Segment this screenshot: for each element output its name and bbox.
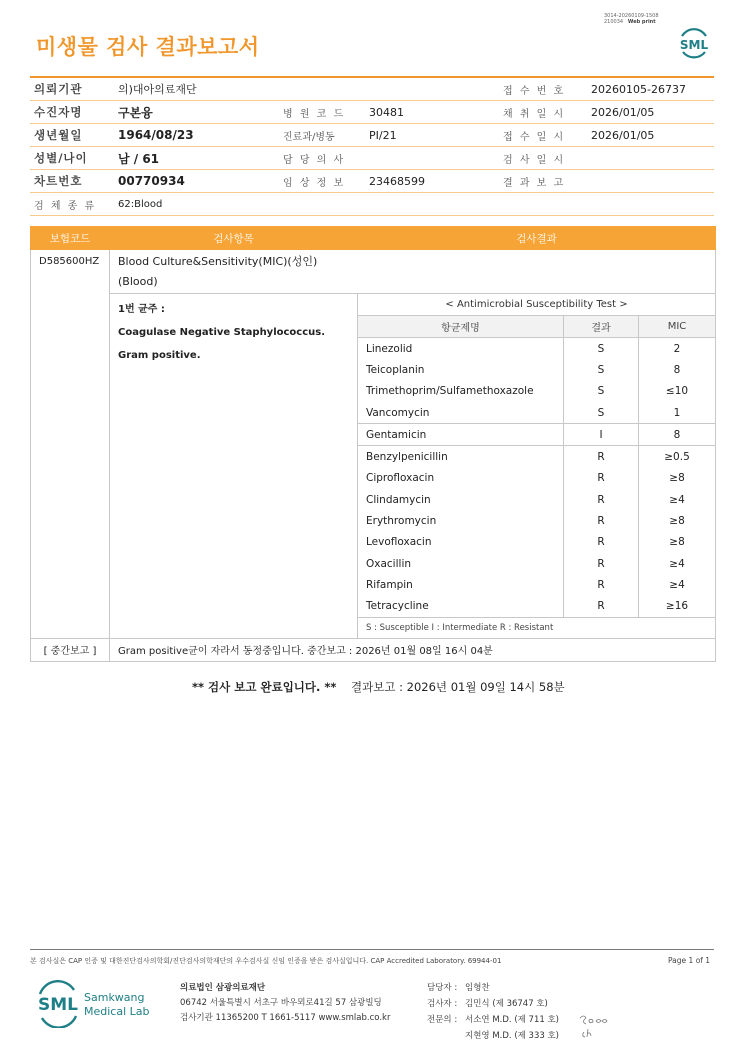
- drug-name: Trimethoprim/Sulfamethoxazole: [358, 381, 564, 402]
- info-row: [30, 193, 714, 216]
- label-sex-age: 성별/나이: [30, 147, 110, 170]
- ref-line-2: 210034: [604, 19, 624, 25]
- sml-logo-icon: [676, 24, 712, 60]
- label-clinical-info: 임 상 정 보: [279, 170, 361, 193]
- value-receipt-number: 20260105-26737: [583, 77, 714, 101]
- drug-name: Tetracycline: [358, 596, 564, 618]
- value-chart-number: 00770934: [110, 170, 279, 193]
- drug-name: Erythromycin: [358, 510, 564, 531]
- drug-mic: ≥0.5: [639, 446, 716, 468]
- drug-mic: ≥8: [639, 510, 716, 531]
- label-collection-date: 채 취 일 시: [499, 101, 583, 124]
- reference-code: [604, 13, 659, 25]
- org-contact: 검사기관 11365200 T 1661-5117 www.smlab.co.kr: [180, 1013, 391, 1023]
- value-sex-age: 남 / 61: [110, 147, 279, 170]
- staff-name: 김민식 (제 36747 호): [465, 999, 548, 1009]
- drug-name: Rifampin: [358, 574, 564, 595]
- drug-result: S: [564, 402, 639, 424]
- drug-mic: 8: [639, 359, 716, 380]
- drug-result: R: [564, 446, 639, 468]
- drug-name: Clindamycin: [358, 489, 564, 510]
- value-receipt-date: 2026/01/05: [583, 124, 714, 147]
- drug-mic: ≥8: [639, 532, 716, 553]
- col-mic: MIC: [639, 316, 716, 338]
- drug-name: Gentamicin: [358, 424, 564, 446]
- value-test-date: [583, 147, 714, 170]
- drug-name: Vancomycin: [358, 402, 564, 424]
- drug-name: Levofloxacin: [358, 532, 564, 553]
- staff-name: 서소연 M.D. (제 711 호): [465, 1015, 560, 1025]
- interim-label: [ 중간보고 ]: [31, 638, 110, 661]
- label-receipt-number: 접 수 번 호: [499, 77, 583, 101]
- info-row: [30, 124, 714, 147]
- value-clinical-info: 23468599: [361, 170, 499, 193]
- drug-result: R: [564, 510, 639, 531]
- staff-name: 임형찬: [465, 983, 490, 993]
- label-hospital-code: 병 원 코 드: [279, 101, 361, 124]
- report-title: 미생물 검사 결과보고서: [36, 35, 260, 59]
- drug-result: R: [564, 553, 639, 574]
- logo-text: SML: [679, 38, 709, 52]
- org-name: 의료법인 삼광의료재단: [180, 983, 266, 993]
- value-collection-date: 2026/01/05: [583, 101, 714, 124]
- signature-icon: [576, 1010, 616, 1040]
- staff-role: 검사자 :: [427, 999, 458, 1009]
- accreditation-note: 본 검사실은 CAP 인증 및 대한진단검사의학회/진단검사의학재단의 우수검사실 신임 인증을 받은 검사실입니다. CAP Accredited Laboratory. 69944-01: [30, 957, 502, 965]
- drug-name: Teicoplanin: [358, 359, 564, 380]
- insurance-code: D585600HZ: [31, 250, 110, 639]
- footer-divider: [30, 949, 714, 950]
- drug-name: Benzylpenicillin: [358, 446, 564, 468]
- label-requesting-org: 의뢰기관: [30, 77, 110, 101]
- drug-result: R: [564, 574, 639, 595]
- drug-result: R: [564, 489, 639, 510]
- drug-mic: ≤10: [639, 381, 716, 402]
- test-specimen: (Blood): [118, 274, 158, 288]
- gram-stain: Gram positive.: [118, 350, 201, 361]
- drug-mic: ≥16: [639, 596, 716, 618]
- info-row: [30, 101, 714, 124]
- organism-cell: [110, 294, 358, 639]
- drug-mic: ≥4: [639, 489, 716, 510]
- test-name: Blood Culture&Sensitivity(MIC)(성인): [118, 254, 318, 268]
- staff-role: 담당자 :: [427, 983, 458, 993]
- staff-list: [427, 980, 559, 1044]
- header-test-result: 검사결과: [358, 227, 716, 250]
- header-test-item: 검사항목: [110, 227, 358, 250]
- drug-name: Oxacillin: [358, 553, 564, 574]
- label-patient-name: 수진자명: [30, 101, 110, 124]
- value-requesting-org: 의)대아의료재단: [110, 77, 279, 101]
- drug-result: R: [564, 596, 639, 618]
- drug-result: S: [564, 338, 639, 360]
- drug-mic: 8: [639, 424, 716, 446]
- drug-mic: ≥4: [639, 553, 716, 574]
- final-status-text: ** 검사 보고 완료입니다. **: [192, 680, 337, 694]
- value-result-report: [583, 170, 714, 193]
- result-legend: S : Susceptible I : Intermediate R : Resistant: [358, 617, 716, 638]
- page-number: Page 1 of 1: [668, 956, 711, 965]
- value-department-ward: PI/21: [361, 124, 499, 147]
- drug-mic: 1: [639, 402, 716, 424]
- web-print-label: Web print: [627, 19, 656, 25]
- drug-mic: ≥4: [639, 574, 716, 595]
- ref-line-1: 3014-20260109-1508: [604, 13, 659, 19]
- info-row: [30, 170, 714, 193]
- value-patient-name: 구본융: [110, 101, 279, 124]
- value-hospital-code: 30481: [361, 101, 499, 124]
- drug-mic: 2: [639, 338, 716, 360]
- brand-line-1: Samkwang: [84, 991, 145, 1004]
- label-receipt-date: 접 수 일 시: [499, 124, 583, 147]
- final-status: [192, 679, 565, 695]
- drug-mic: ≥8: [639, 468, 716, 489]
- value-specimen-type: 62:Blood: [110, 193, 279, 216]
- header-insurance-code: 보험코드: [31, 227, 110, 250]
- organism-label: 1번 균주 :: [118, 304, 165, 315]
- value-physician: [361, 147, 499, 170]
- label-test-date: 검 사 일 시: [499, 147, 583, 170]
- info-row: [30, 147, 714, 170]
- organization-info: [180, 981, 390, 1026]
- drug-result: R: [564, 532, 639, 553]
- staff-role: 전문의 :: [427, 1015, 458, 1025]
- drug-result: S: [564, 359, 639, 380]
- organism-name: Coagulase Negative Staphylococcus.: [118, 327, 326, 338]
- staff-name: 지현영 M.D. (제 333 호): [465, 1031, 560, 1041]
- drug-result: I: [564, 424, 639, 446]
- patient-info-table: [30, 76, 714, 216]
- interim-text: Gram positive균이 자라서 동정중입니다. 중간보고 : 2026년 01월 08일 16시 04분: [110, 638, 716, 661]
- interim-report-row: [31, 638, 716, 661]
- ast-title: < Antimicrobial Susceptibility Test >: [358, 294, 716, 316]
- label-birth-date: 생년월일: [30, 124, 110, 147]
- col-antimicrobial: 항균제명: [358, 316, 564, 338]
- label-department-ward: 진료과/병동: [279, 124, 361, 147]
- drug-result: R: [564, 468, 639, 489]
- col-result: 결과: [564, 316, 639, 338]
- footer-logo-text: SML: [38, 995, 78, 1015]
- label-specimen-type: 검 체 종 류: [30, 193, 110, 216]
- samkwang-logo-icon: [36, 980, 156, 1028]
- result-table: [30, 226, 714, 662]
- label-result-report: 결 과 보 고: [499, 170, 583, 193]
- label-chart-number: 차트번호: [30, 170, 110, 193]
- drug-name: Ciprofloxacin: [358, 468, 564, 489]
- info-row: [30, 77, 714, 101]
- brand-line-2: Medical Lab: [84, 1005, 150, 1018]
- final-report-time: 결과보고 : 2026년 01월 09일 14시 58분: [351, 680, 565, 694]
- drug-result: S: [564, 381, 639, 402]
- drug-name: Linezolid: [358, 338, 564, 360]
- org-address: 06742 서울특별시 서초구 바우뫼로41길 57 삼광빌딩: [180, 998, 382, 1008]
- label-physician: 담 당 의 사: [279, 147, 361, 170]
- value-birth-date: 1964/08/23: [110, 124, 279, 147]
